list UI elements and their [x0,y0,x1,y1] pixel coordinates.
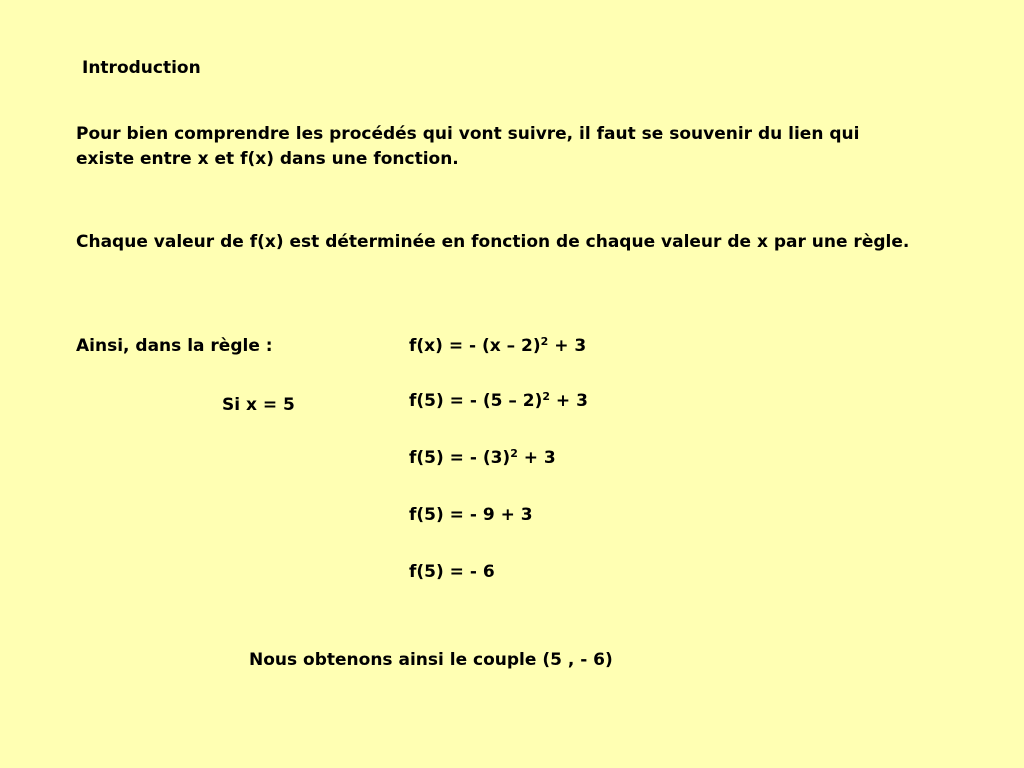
equation-step-tail: + 3 [550,391,588,411]
equation-step-text: f(5) = - 9 + 3 [409,505,533,525]
intro-paragraph: Pour bien comprendre les procédés qui vont suivre, il faut se souvenir du lien qui existe entre x et f(x) dans une fonction. [76,124,860,169]
equation-step [409,389,588,414]
equation-step-tail: + 3 [517,448,556,468]
equation-step [409,503,533,528]
rule-paragraph: Chaque valeur de f(x) est déterminée en fonction de chaque valeur de x par une règle. [76,232,910,252]
conclusion: Nous obtenons ainsi le couple (5 , - 6) [249,650,613,670]
equation-step-tail: + 3 [548,336,587,356]
equation-step [409,560,495,585]
equation-step [409,334,586,359]
equation-step-text: f(5) = - (5 – 2) [409,391,543,411]
condition-label: Si x = 5 [222,395,295,415]
equation-step-text: f(5) = - 6 [409,562,495,582]
equation-step-exponent: 2 [510,447,518,460]
slide-heading: Introduction [82,58,201,78]
equation-step-text: f(5) = - (3) [409,448,511,468]
equation-step-exponent: 2 [540,335,549,348]
equation-step-exponent: 2 [542,390,551,403]
equation-step [409,446,556,471]
equation-step-text: f(x) = - (x – 2) [409,336,541,356]
rule-label: Ainsi, dans la règle : [76,336,273,356]
